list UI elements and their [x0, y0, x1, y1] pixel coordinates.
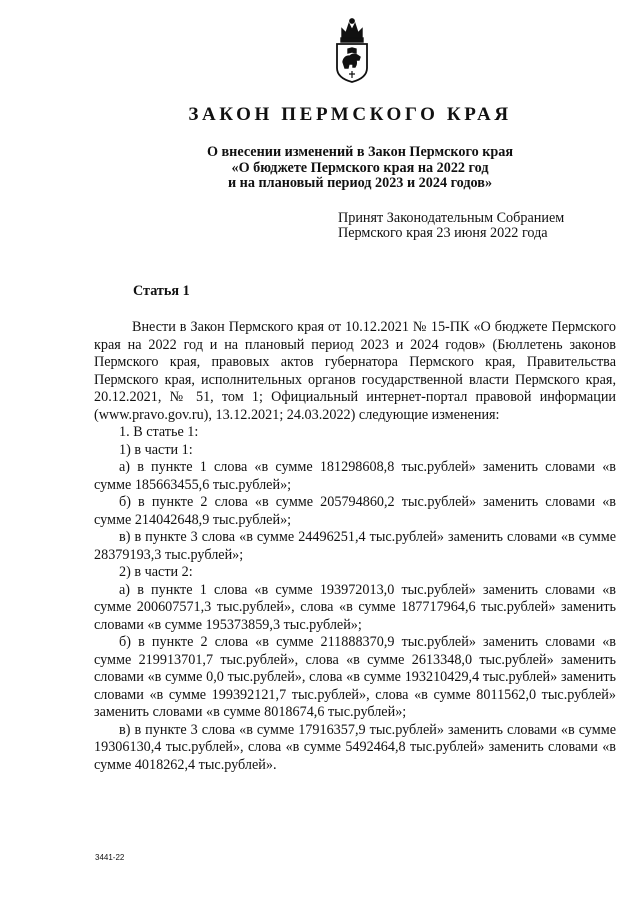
- subtitle-line: О внесении изменений в Закон Пермского края: [206, 144, 514, 160]
- subtitle-line: «О бюджете Пермского края на 2022 год: [231, 159, 489, 176]
- adoption-line: Пермского края 23 июня 2022 года: [338, 225, 548, 241]
- adoption-note: [338, 211, 618, 241]
- body-paragraph: Внести в Закон Пермского края от 10.12.2021 № 15-ПК «О бюджете Пермского края на 2022 год и на плановый период 2023 и 2024 годов» (Бюллетень законов Пермского края, правовых актов губернатора Пермского края, Правительства Пермского края, исполнительных органов государственной власти Пермского края, 20.12.2021, № 51, том 1; Официальный интернет-портал правовой информации (www.pravo.gov.ru), 13.12.2021; 24.03.2022) следующие изменения:: [94, 319, 616, 423]
- document-code: 3441-22: [95, 853, 125, 862]
- subtitle-line: и на плановый период 2023 и 2024 годов»: [227, 175, 493, 191]
- perm-coat-of-arms-icon: [331, 16, 373, 84]
- body-paragraph: б) в пункте 2 слова «в сумме 205794860,2 тыс.рублей» заменить словами «в сумме 214042648,9 тыс.рублей»;: [94, 494, 616, 528]
- body-paragraph: 1) в части 1:: [119, 441, 193, 458]
- body-paragraph: в) в пункте 3 слова «в сумме 17916357,9 тыс.рублей» заменить словами «в сумме 19306130,4 тыс.рублей», слова «в сумме 5492464,8 тыс.рублей» заменить словами «в сумме 4018262,4 тыс.рублей».: [94, 721, 616, 773]
- adoption-line: Принят Законодательным Собранием: [338, 210, 565, 226]
- article-body: [94, 319, 616, 774]
- body-paragraph: б) в пункте 2 слова «в сумме 211888370,9 тыс.рублей» заменить словами «в сумме 219913701,7 тыс.рублей», слова «в сумме 2613348,0 тыс.рублей» заменить словами «в сумме 0,0 тыс.рублей», слова «в сумме 193210429,4 тыс.рублей» заменить словами «в сумме 199392121,7 тыс.рублей», слова «в сумме 8011562,0 тыс.рублей» заменить словами «в сумме 8018674,6 тыс.рублей»;: [94, 634, 616, 720]
- law-title: ЗАКОН ПЕРМСКОГО КРАЯ: [188, 104, 512, 125]
- body-paragraph: в) в пункте 3 слова «в сумме 24496251,4 тыс.рублей» заменить словами «в сумме 28379193,3 тыс.рублей»;: [94, 529, 616, 563]
- body-paragraph: 1. В статье 1:: [119, 424, 199, 440]
- body-paragraph: а) в пункте 1 слова «в сумме 181298608,8 тыс.рублей» заменить словами «в сумме 185663455,6 тыс.рублей»;: [94, 459, 616, 493]
- body-paragraph: 2) в части 2:: [119, 564, 193, 580]
- article-heading: Статья 1: [133, 283, 190, 299]
- body-paragraph: а) в пункте 1 слова «в сумме 193972013,0 тыс.рублей» заменить словами «в сумме 200607571,3 тыс.рублей», слова «в сумме 187717964,6 тыс.рублей» заменить словами «в сумме 195373859,3 тыс.рублей»;: [94, 581, 616, 633]
- law-subtitle: [120, 145, 600, 192]
